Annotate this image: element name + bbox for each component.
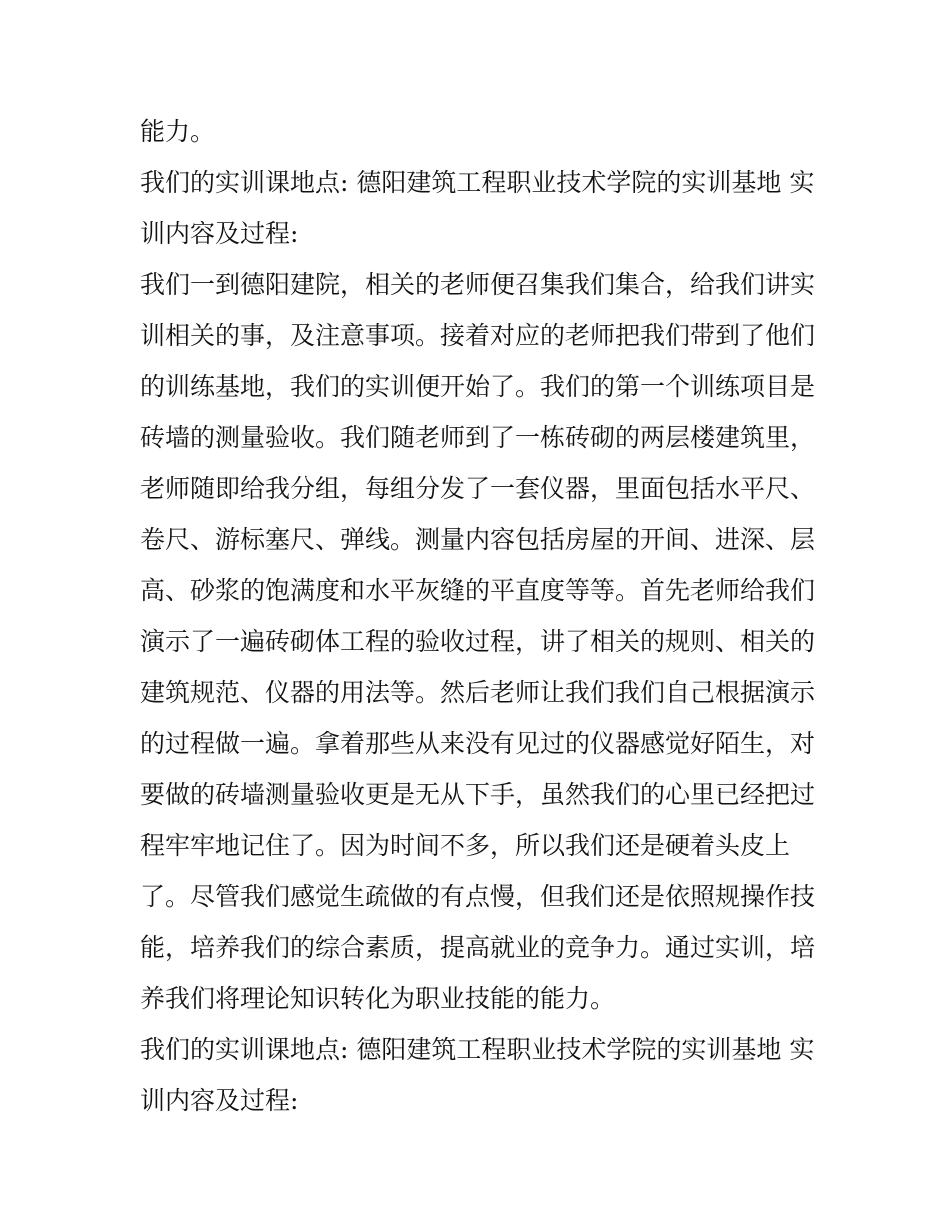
text-line: 砖墙的测量验收。我们随老师到了一栋砖砌的两层楼建筑里， <box>140 423 816 452</box>
text-line: 我们的实训课地点: 德阳建筑工程职业技术学院的实训基地 实 <box>140 168 815 197</box>
document-body <box>140 106 820 1126</box>
text-line: 能，培养我们的综合素质，提高就业的竞争力。通过实训，培 <box>140 933 816 962</box>
text-line: 我们的实训课地点: 德阳建筑工程职业技术学院的实训基地 实 <box>140 1035 815 1064</box>
text-line: 建筑规范、仪器的用法等。然后老师让我们我们自己根据演示 <box>140 678 816 707</box>
text-line: 的过程做一遍。拿着那些从来没有见过的仪器感觉好陌生，对 <box>140 729 816 758</box>
text-line: 养我们将理论知识转化为职业技能的能力。 <box>140 984 616 1013</box>
text-line: 训相关的事，及注意事项。接着对应的老师把我们带到了他们 <box>140 321 816 350</box>
text-line: 训内容及过程: <box>140 1086 299 1115</box>
text-line: 训内容及过程: <box>140 219 299 248</box>
text-line: 高、砂浆的饱满度和水平灰缝的平直度等等。首先老师给我们 <box>140 576 816 605</box>
text-line: 老师随即给我分组，每组分发了一套仪器，里面包括水平尺、 <box>140 474 816 503</box>
text-line: 要做的砖墙测量验收更是无从下手，虽然我们的心里已经把过 <box>140 780 816 809</box>
text-line: 卷尺、游标塞尺、弹线。测量内容包括房屋的开间、进深、层 <box>140 525 816 554</box>
text-line: 演示了一遍砖砌体工程的验收过程，讲了相关的规则、相关的 <box>140 627 816 656</box>
text-line: 程牢牢地记住了。因为时间不多，所以我们还是硬着头皮上 <box>140 831 791 860</box>
text-line: 了。尽管我们感觉生疏做的有点慢，但我们还是依照规操作技 <box>140 882 816 911</box>
text-line: 我们一到德阳建院，相关的老师便召集我们集合，给我们讲实 <box>140 270 816 299</box>
text-line: 能力。 <box>140 117 216 146</box>
text-line: 的训练基地，我们的实训便开始了。我们的第一个训练项目是 <box>140 372 816 401</box>
